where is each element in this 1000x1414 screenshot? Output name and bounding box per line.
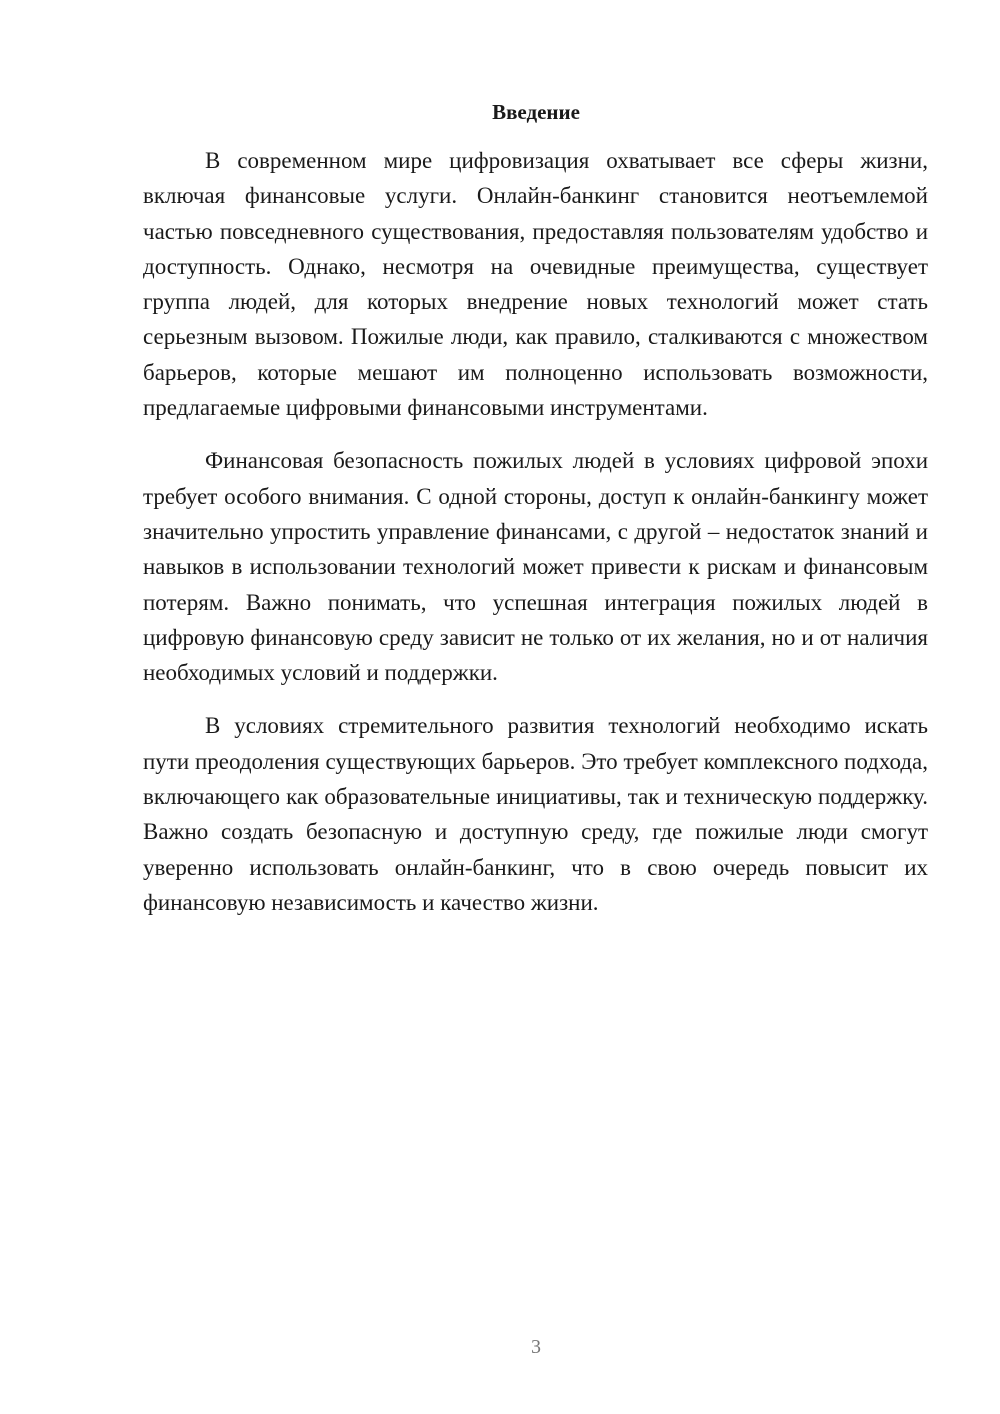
paragraph-1: В современном мире цифровизация охватывает все сферы жизни, включая финансовые услуги. Онлайн-банкинг становится неотъемлемой частью повседневного существования, предоставляя пользователям удобство и доступность. Однако, несмотря на очевидные преимущества, существует группа людей, для которых внедрение новых технологий может стать серьезным вызовом. Пожилые люди, как правило, сталкиваются с множеством барьеров, которые мешают им полноценно использовать возможности, предлагаемые цифровыми финансовыми инструментами.	[143, 148, 928, 421]
page-number: 3	[531, 1336, 541, 1358]
paragraph-2: Финансовая безопасность пожилых людей в условиях цифровой эпохи требует особого внимания. С одной стороны, доступ к онлайн-банкингу может значительно упростить управление финансами, с другой – недостаток знаний и навыков в использовании технологий может привести к рискам и финансовым потерям. Важно понимать, что успешная интеграция пожилых людей в цифровую финансовую среду зависит не только от их желания, но и от наличия необходимых условий и поддержки.	[143, 448, 928, 686]
paragraph-3: В условиях стремительного развития технологий необходимо искать пути преодоления существующих барьеров. Это требует комплексного подхода, включающего как образовательные инициативы, так и техническую поддержку. Важно создать безопасную и доступную среду, где пожилые люди смогут уверенно использовать онлайн-банкинг, что в свою очередь повысит их финансовую независимость и качество жизни.	[143, 713, 928, 915]
body-text	[143, 143, 928, 920]
section-title: Введение	[492, 100, 580, 124]
